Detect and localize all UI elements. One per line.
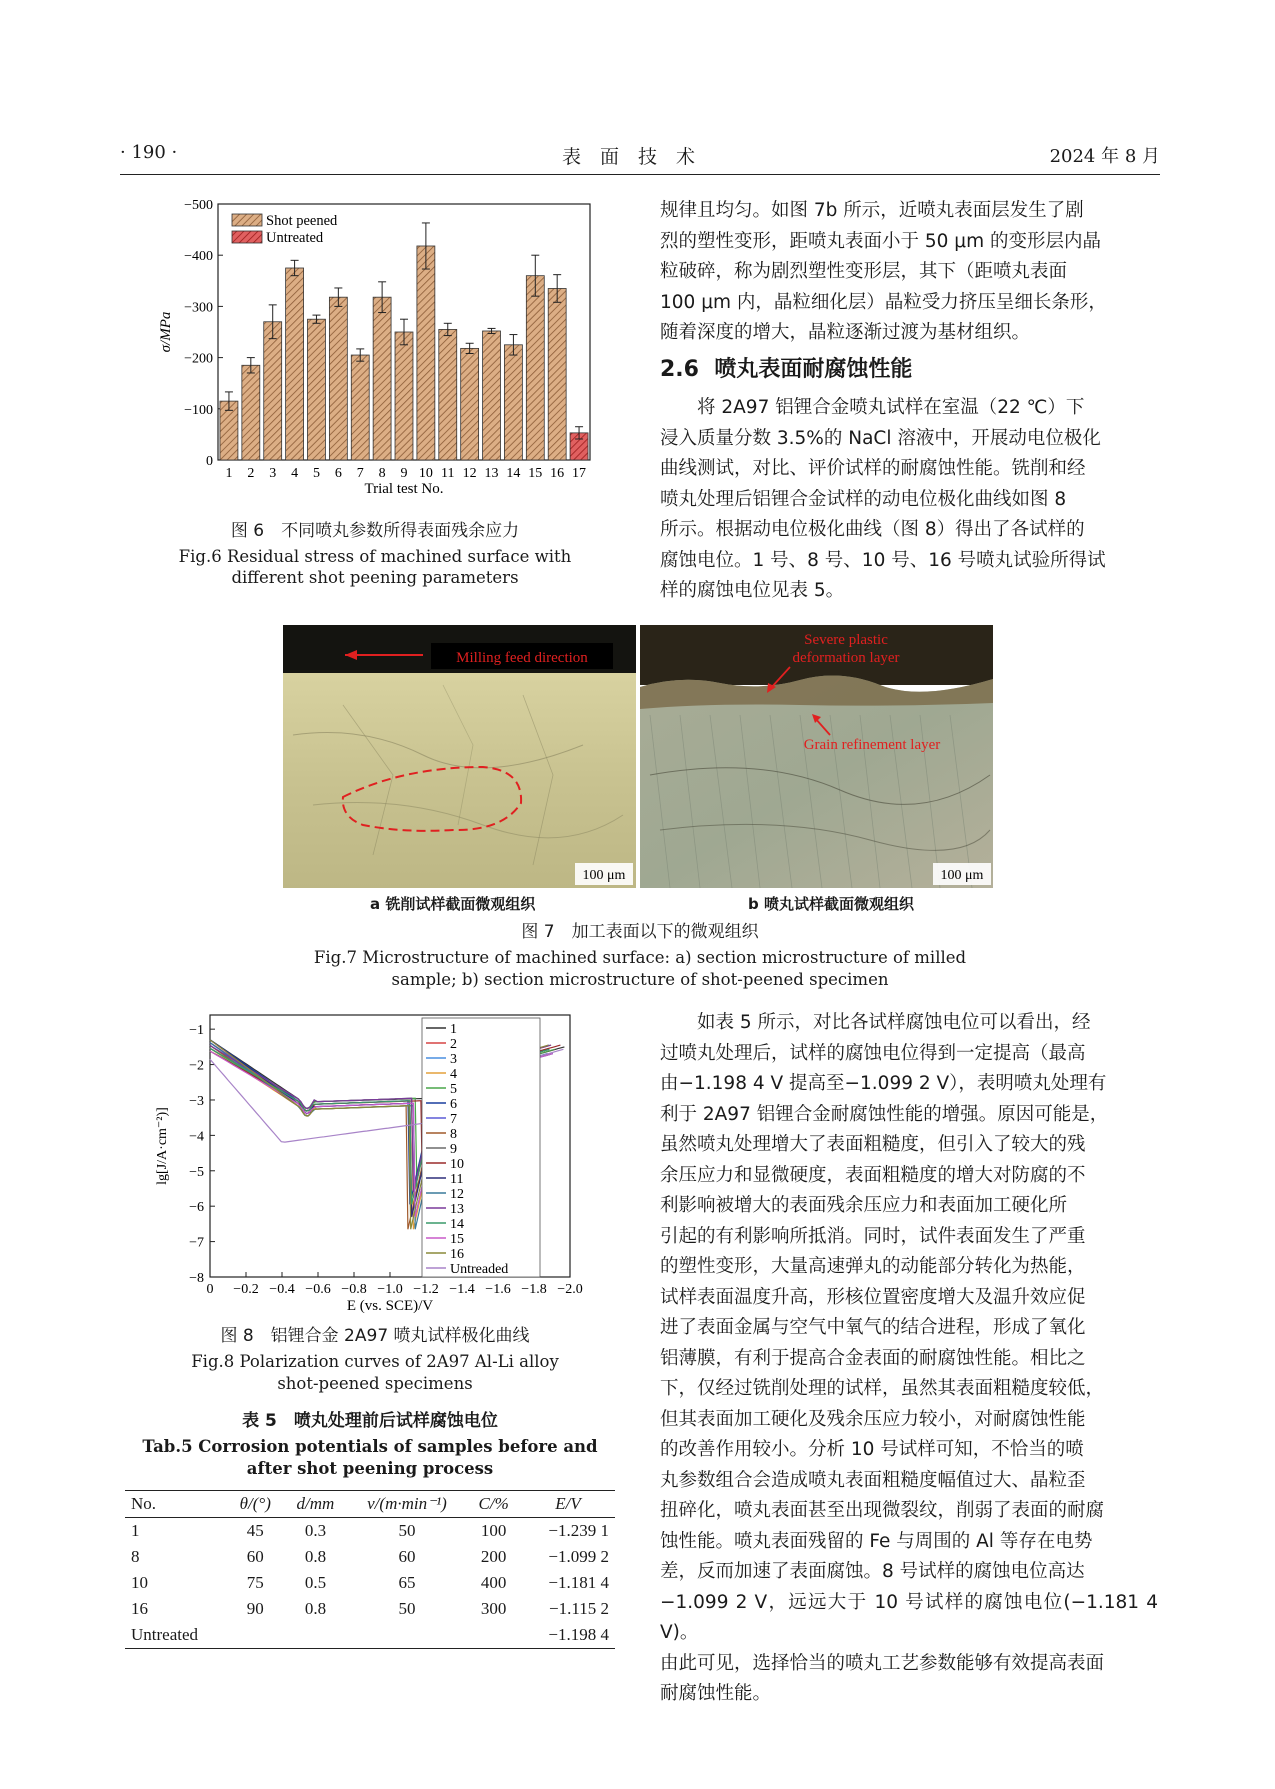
x-tick-label: −1.8 xyxy=(521,1282,547,1297)
fig7a-label: a 铣削试样截面微观组织 xyxy=(370,895,536,913)
section-heading xyxy=(660,352,912,383)
legend-label: Shot peened xyxy=(266,213,338,229)
text-line: 将 2A97 铝锂合金喷丸试样在室温（22 ℃）下 xyxy=(697,397,1085,418)
bar xyxy=(329,297,347,460)
x-tick-label: −1.2 xyxy=(413,1282,439,1297)
scale-bar-a: 100 μm xyxy=(582,868,626,883)
table-cell xyxy=(227,1622,283,1649)
text-line: 浸入质量分数 3.5%的 NaCl 溶液中，开展动电位极化 xyxy=(660,427,1101,449)
legend-label: 14 xyxy=(450,1217,464,1232)
bar xyxy=(395,332,413,460)
bar xyxy=(461,348,479,460)
x-tick-label: 15 xyxy=(528,466,543,481)
table-row xyxy=(125,1570,615,1596)
table-cell: 0.8 xyxy=(304,1599,327,1618)
y-tick-label: −6 xyxy=(189,1200,204,1216)
fig7a-micrograph xyxy=(283,625,636,888)
text-line: 利影响被增大的表面残余压应力和表面加工硬化所 xyxy=(660,1195,1068,1216)
text-line: 引起的有利影响所抵消。同时，试件表面发生了严重 xyxy=(660,1225,1086,1247)
y-tick-label: 0 xyxy=(206,454,213,469)
table-cell: 0.5 xyxy=(304,1573,327,1592)
text-line: 虽然喷丸处理增大了表面粗糙度，但引入了较大的残 xyxy=(660,1134,1086,1155)
text-line: 的改善作用较小。分析 10 号试样可知，不恰当的喷 xyxy=(660,1439,1084,1460)
col-header: v/(m·min⁻¹) xyxy=(348,1491,467,1518)
bar xyxy=(373,297,391,460)
fig7-caption-cn: 图 7 加工表面以下的微观组织 xyxy=(521,922,759,942)
fig7b-micrograph xyxy=(640,625,993,888)
bar xyxy=(439,329,457,460)
text-line: 利于 2A97 铝锂合金耐腐蚀性能的增强。原因可能是， xyxy=(660,1103,1109,1125)
bar xyxy=(351,355,369,460)
x-tick-label: 16 xyxy=(550,466,565,481)
bar xyxy=(417,246,435,460)
x-tick-label: −0.8 xyxy=(341,1282,367,1297)
table-cell: −1.239 1 xyxy=(548,1521,609,1540)
x-tick-label: −1.0 xyxy=(377,1282,403,1297)
table-row xyxy=(125,1596,615,1622)
fig7-caption-en-1: Fig.7 Microstructure of machined surface: a) section microstructure of milled xyxy=(313,948,967,967)
text-line: 100 μm 内，晶粒细化层）晶粒受力挤压呈细长条形， xyxy=(660,291,1107,313)
x-axis-label: E (vs. SCE)/V xyxy=(346,1298,434,1314)
table-cell: 65 xyxy=(398,1573,416,1592)
legend-label: 5 xyxy=(450,1082,457,1097)
text-line: 样的腐蚀电位见表 5。 xyxy=(660,580,845,601)
x-tick-label: −2.0 xyxy=(557,1282,583,1297)
y-tick-label: −2 xyxy=(189,1058,204,1074)
legend-label: 3 xyxy=(450,1052,457,1067)
x-tick-label: 6 xyxy=(334,466,342,481)
paragraph-corrosion-test xyxy=(660,393,1158,607)
legend-label: 12 xyxy=(450,1187,464,1202)
legend-label: 11 xyxy=(450,1172,464,1187)
col-header: E/V xyxy=(521,1491,615,1518)
x-tick-label: 4 xyxy=(291,466,299,481)
legend-label: 9 xyxy=(450,1142,457,1157)
y-axis-label: σ/MPa xyxy=(158,311,174,353)
x-tick-label: 1 xyxy=(225,466,233,481)
x-tick-label: 17 xyxy=(572,466,587,481)
fig8-caption-en-1: Fig.8 Polarization curves of 2A97 Al-Li alloy xyxy=(191,1352,559,1371)
table5 xyxy=(125,1490,615,1649)
text-line: 蚀性能。喷丸表面残留的 Fe 与周围的 Al 等存在电势 xyxy=(660,1530,1093,1552)
table-cell: 0.8 xyxy=(304,1547,327,1566)
legend-label: Untreaded xyxy=(450,1262,509,1277)
x-tick-label: 11 xyxy=(441,466,455,481)
text-line: 规律且均匀。如图 7b 所示，近喷丸表面层发生了剧 xyxy=(660,200,1084,221)
x-tick-label: 9 xyxy=(400,466,408,481)
bar xyxy=(548,288,566,460)
table-row xyxy=(125,1622,615,1649)
journal-title: 表 面 技 术 xyxy=(562,146,696,168)
bar xyxy=(242,365,260,460)
table-cell: 10 xyxy=(131,1573,148,1592)
table-cell: 75 xyxy=(246,1573,264,1592)
table-cell: −1.099 2 xyxy=(548,1547,609,1566)
text-line: 丸参数组合会造成喷丸表面粗糙度幅值过大、晶粒歪 xyxy=(660,1469,1086,1491)
table-row xyxy=(125,1544,615,1570)
table-cell: −1.115 2 xyxy=(549,1599,609,1618)
y-tick-label: −1 xyxy=(189,1023,204,1039)
x-tick-label: −0.6 xyxy=(305,1282,331,1297)
fig6-caption-cn: 图 6 不同喷丸参数所得表面残余应力 xyxy=(230,521,520,541)
y-tick-label: −100 xyxy=(184,402,213,418)
section-title: 喷丸表面耐腐蚀性能 xyxy=(714,357,913,382)
x-tick-label: 12 xyxy=(462,466,477,481)
y-tick-label: −300 xyxy=(184,300,213,316)
text-line: 但其表面加工硬化及残余压应力较小，对耐腐蚀性能 xyxy=(660,1408,1086,1430)
table5-title-en-1: Tab.5 Corrosion potentials of samples before and xyxy=(142,1437,598,1456)
legend-label: 1 xyxy=(450,1022,457,1037)
y-tick-label: −400 xyxy=(184,249,213,265)
scale-bar-b: 100 μm xyxy=(940,868,984,883)
fig8-caption-cn: 图 8 铝锂合金 2A97 喷丸试样极化曲线 xyxy=(220,1326,530,1346)
text-line: 下，仅经过铣削处理的试样，虽然其表面粗糙度较低， xyxy=(660,1378,1105,1399)
bar xyxy=(483,331,501,460)
legend-label: 2 xyxy=(450,1037,457,1052)
text-line: 余压应力和显微硬度，表面粗糙度的增大对防腐的不 xyxy=(660,1164,1086,1186)
col-header: θ/(°) xyxy=(227,1491,283,1518)
table-cell xyxy=(283,1622,347,1649)
text-line: 差，反而加速了表面腐蚀。8 号试样的腐蚀电位高达 xyxy=(660,1561,1085,1582)
y-tick-label: −5 xyxy=(189,1164,204,1180)
y-tick-label: −4 xyxy=(189,1129,204,1145)
text-line: 所示。根据动电位极化曲线（图 8）得出了各试样的 xyxy=(660,519,1085,540)
legend-label: 10 xyxy=(450,1157,464,1172)
x-tick-label: 14 xyxy=(506,466,521,481)
table-cell: 60 xyxy=(246,1547,264,1566)
text-line: 过喷丸处理后，试样的腐蚀电位得到一定提高（最高 xyxy=(660,1042,1086,1064)
fig6-caption-en-1: Fig.6 Residual stress of machined surface with xyxy=(178,547,572,566)
fig6-caption-en-2: different shot peening parameters xyxy=(231,568,519,587)
text-line: 由−1.198 4 V 提高至−1.099 2 V），表明喷丸处理有 xyxy=(660,1073,1107,1094)
x-tick-label: 13 xyxy=(484,466,499,481)
table-cell: 60 xyxy=(398,1547,416,1566)
table-cell: 50 xyxy=(398,1599,416,1618)
x-tick-label: 3 xyxy=(269,466,277,481)
table-cell: 90 xyxy=(246,1599,264,1618)
x-tick-label: 7 xyxy=(356,466,364,481)
text-line: 腐蚀电位。1 号、8 号、10 号、16 号喷丸试验所得试 xyxy=(660,549,1106,571)
text-line: 扭碎化，喷丸表面甚至出现微裂纹，削弱了表面的耐腐 xyxy=(660,1500,1105,1521)
bar xyxy=(526,276,544,460)
bar xyxy=(264,322,282,460)
fig6-bar-chart xyxy=(150,190,600,520)
x-tick-label: −1.4 xyxy=(449,1282,475,1297)
y-tick-label: −3 xyxy=(189,1093,204,1109)
table-cell xyxy=(466,1622,521,1649)
col-header: d/mm xyxy=(283,1491,347,1518)
bar xyxy=(504,345,522,460)
legend-label: 13 xyxy=(450,1202,464,1217)
legend-swatch xyxy=(232,231,262,243)
text-line: 铝薄膜，有利于提高合金表面的耐腐蚀性能。相比之 xyxy=(660,1347,1086,1369)
legend-label: 16 xyxy=(450,1247,464,1262)
x-tick-label: 2 xyxy=(247,466,255,481)
x-tick-label: 0 xyxy=(206,1282,214,1297)
bar xyxy=(307,319,325,460)
text-line: 烈的塑性变形，距喷丸表面小于 50 μm 的变形层内晶 xyxy=(660,230,1101,252)
fig7b-label: b 喷丸试样截面微观组织 xyxy=(748,895,914,913)
table-cell: 16 xyxy=(131,1599,148,1618)
x-tick-label: 8 xyxy=(378,466,386,481)
text-line: 如表 5 所示，对比各试样腐蚀电位可以看出，经 xyxy=(697,1012,1091,1033)
table-row xyxy=(125,1518,615,1545)
x-tick-label: −1.6 xyxy=(485,1282,511,1297)
legend-label: 7 xyxy=(450,1112,457,1127)
table-header-row xyxy=(125,1491,615,1518)
text-line: 随着深度的增大，晶粒逐渐过渡为基材组织。 xyxy=(660,322,1031,343)
col-header: C/% xyxy=(466,1491,521,1518)
table-cell: 45 xyxy=(246,1521,264,1540)
table-cell: −1.181 4 xyxy=(548,1573,609,1592)
table-cell: 400 xyxy=(480,1573,507,1592)
milling-feed-label: Milling feed direction xyxy=(456,650,588,666)
text-line: 粒破碎，称为剧烈塑性变形层，其下（距喷丸表面 xyxy=(660,261,1068,282)
table-cell: 0.3 xyxy=(304,1521,327,1540)
table-cell: Untreated xyxy=(125,1622,227,1649)
table-cell: 50 xyxy=(398,1521,416,1540)
paragraph-grain-structure xyxy=(660,196,1158,349)
table-cell: 1 xyxy=(131,1521,140,1540)
issue-date: 2024 年 8 月 xyxy=(1049,146,1160,167)
table-cell xyxy=(348,1622,467,1649)
x-tick-label: 10 xyxy=(418,466,433,481)
table5-title-en-2: after shot peening process xyxy=(246,1459,494,1478)
table-cell: 200 xyxy=(480,1547,507,1566)
severe-deformation-label-1: Severe plastic xyxy=(804,632,888,648)
x-tick-label: 5 xyxy=(312,466,320,481)
y-axis-label: lg[J/A·cm⁻²)] xyxy=(155,1107,170,1185)
fig7-caption-en-2: sample; b) section microstructure of shot-peened specimen xyxy=(391,970,889,989)
text-line: 耐腐蚀性能。 xyxy=(660,1683,772,1704)
grain-refinement-label: Grain refinement layer xyxy=(803,737,941,753)
table-cell: −1.198 4 xyxy=(521,1622,615,1649)
col-header: No. xyxy=(125,1491,227,1518)
header-rule xyxy=(120,174,1160,175)
table5-title-cn: 表 5 喷丸处理前后试样腐蚀电位 xyxy=(242,1411,498,1431)
text-line: −1.099 2 V，远远大于 10 号试样的腐蚀电位(−1.181 4 V)。 xyxy=(660,1591,1158,1643)
text-line: 进了表面金属与空气中氧气的结合进程，形成了氧化 xyxy=(660,1317,1086,1338)
text-line: 由此可见，选择恰当的喷丸工艺参数能够有效提高表面 xyxy=(660,1652,1105,1674)
table-cell: 8 xyxy=(131,1547,140,1566)
section-number: 2.6 xyxy=(660,357,699,382)
text-line: 喷丸处理后铝锂合金试样的动电位极化曲线如图 8 xyxy=(660,488,1067,510)
bar xyxy=(286,268,304,460)
fig8-caption-en-2: shot-peened specimens xyxy=(277,1374,473,1393)
legend-label: 15 xyxy=(450,1232,464,1247)
text-line: 的塑性变形，大量高速弹丸的动能部分转化为热能， xyxy=(660,1256,1086,1277)
y-tick-label: −8 xyxy=(189,1271,204,1286)
legend-label: 4 xyxy=(450,1067,457,1082)
y-tick-label: −200 xyxy=(184,351,213,367)
x-tick-label: −0.2 xyxy=(233,1282,259,1297)
paragraph-discussion xyxy=(660,1008,1158,1710)
text-line: 曲线测试，对比、评价试样的耐腐蚀性能。铣削和经 xyxy=(660,458,1086,479)
legend-label: 6 xyxy=(450,1097,457,1112)
severe-deformation-label-2: deformation layer xyxy=(792,650,900,666)
text-line: 试样表面温度升高，形核位置密度增大及温升效应促 xyxy=(660,1286,1086,1308)
x-tick-label: −0.4 xyxy=(269,1282,295,1297)
legend-label: Untreated xyxy=(266,230,324,246)
legend-label: 8 xyxy=(450,1127,457,1142)
y-tick-label: −7 xyxy=(189,1235,204,1251)
legend-swatch xyxy=(232,214,262,226)
x-axis-label: Trial test No. xyxy=(364,481,444,497)
table-cell: 100 xyxy=(480,1521,507,1540)
table-cell: 300 xyxy=(480,1599,507,1618)
page-number: · 190 · xyxy=(120,142,178,163)
fig8-polarization-chart xyxy=(150,1005,583,1325)
y-tick-label: −500 xyxy=(184,198,213,213)
